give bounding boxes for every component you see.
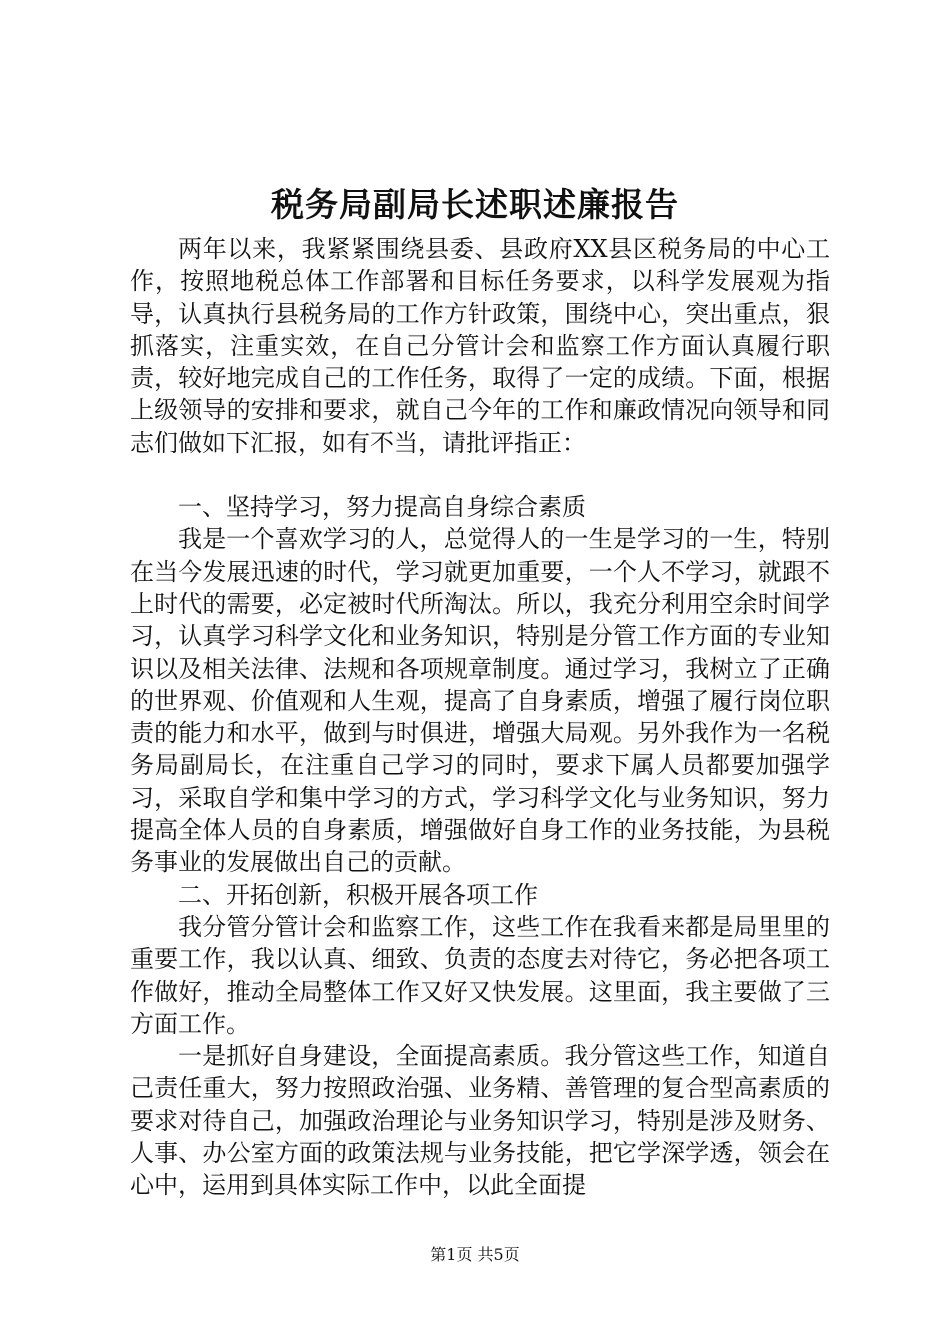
paragraph-gap	[130, 459, 830, 491]
section-heading-2: 二、开拓创新，积极开展各项工作	[178, 880, 538, 909]
paragraph-work: 我分管分管计会和监察工作，这些工作在我看来都是局里里的重要工作，我以认真、细致、负责的态度去对待它，务必把各项工作做好，推动全局整体工作又好又快发展。这里面，我主要做了三方面工作。	[130, 912, 830, 1038]
page-footer: 第1页 共5页	[430, 1245, 520, 1264]
section-heading-1: 一、坚持学习，努力提高自身综合素质	[178, 493, 586, 522]
paragraph-intro: 两年以来，我紧紧围绕县委、县政府XX县区税务局的中心工作，按照地税总体工作部署和目标任务要求，以科学发展观为指导，认真执行县税务局的工作方针政策，围绕中心，突出重点，狠抓落实，注重实效，在自己分管计会和监察工作方面认真履行职责，较好地完成自己的工作任务，取得了一定的成绩。下面，根据上级领导的安排和要求，就自己今年的工作和廉政情况向领导和同志们做如下汇报，如有不当，请批评指正：	[130, 235, 830, 457]
document-title: 税务局副局长述职述廉报告	[271, 185, 679, 224]
paragraph-study: 我是一个喜欢学习的人，总觉得人的一生是学习的一生，特别在当今发展迅速的时代，学习就更加重要，一个人不学习，就跟不上时代的需要，必定被时代所淘汰。所以，我充分利用空余时间学习，认真学习科学文化和业务知识，特别是分管工作方面的专业知识以及相关法律、法规和各项规章制度。通过学习，我树立了正确的世界观、价值观和人生观，提高了自身素质，增强了履行岗位职责的能力和水平，做到与时俱进，增强大局观。另外我作为一名税务局副局长，在注重自己学习的同时，要求下属人员都要加强学习，采取自学和集中学习的方式，学习科学文化与业务知识，努力提高全体人员的自身素质，增强做好自身工作的业务技能，为县税务事业的发展做出自己的贡献。	[130, 525, 830, 877]
paragraph-self-building: 一是抓好自身建设，全面提高素质。我分管这些工作，知道自己责任重大，努力按照政治强、业务精、善管理的复合型高素质的要求对待自己，加强政治理论与业务知识学习，特别是涉及财务、人事、办公室方面的政策法规与业务技能，把它学深学透，领会在心中，运用到具体实际工作中，以此全面提	[130, 1042, 830, 1200]
document-body	[130, 233, 830, 1202]
